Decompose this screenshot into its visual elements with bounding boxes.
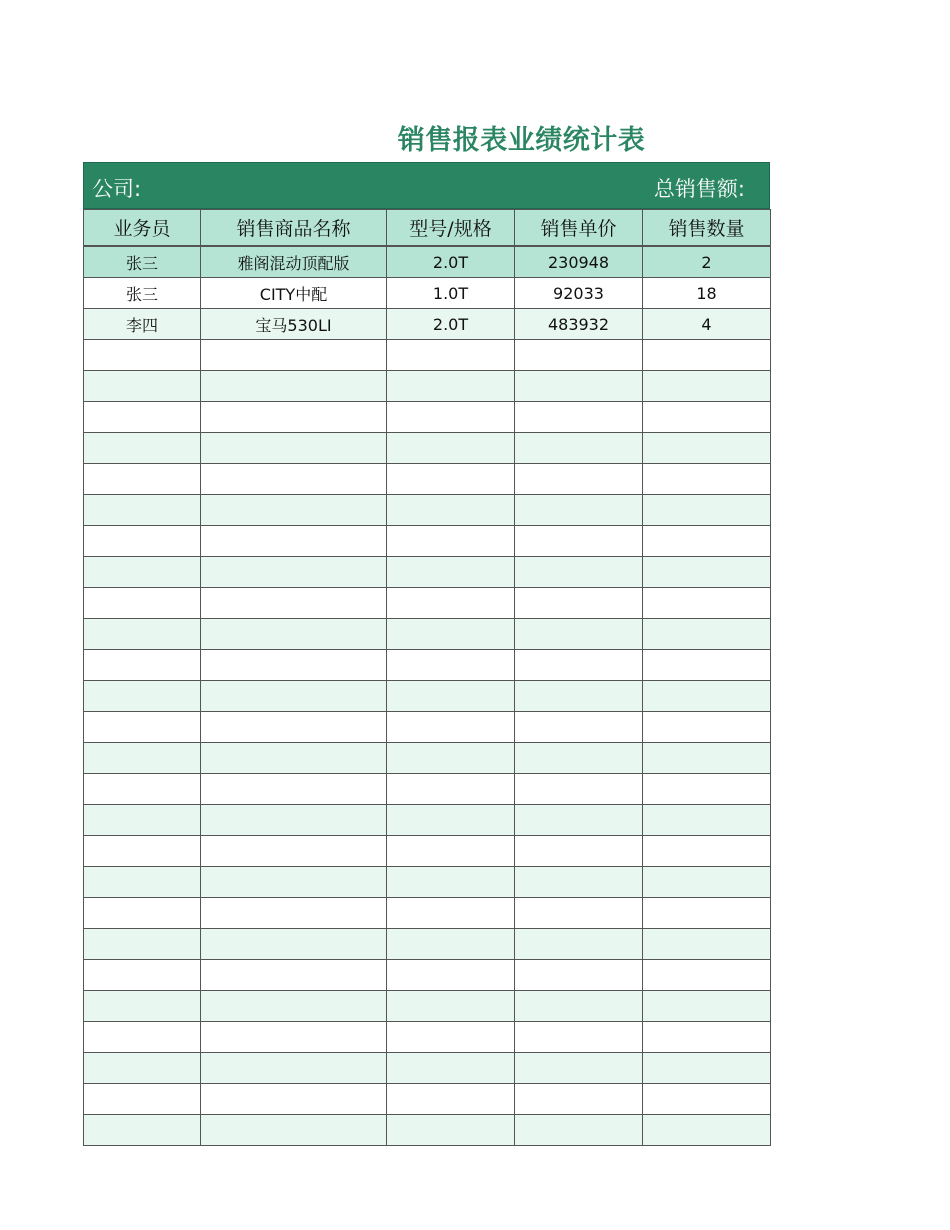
model-spec-cell[interactable] <box>387 588 515 619</box>
unit-price-cell[interactable] <box>515 712 643 743</box>
table-row <box>84 867 771 898</box>
table-row <box>84 712 771 743</box>
model-spec-cell[interactable]: 2.0T <box>387 309 515 340</box>
salesperson-cell[interactable]: 张三 <box>84 278 201 309</box>
salesperson-cell[interactable] <box>84 743 201 774</box>
quantity-cell[interactable] <box>643 464 771 495</box>
salesperson-cell[interactable] <box>84 774 201 805</box>
table-row <box>84 526 771 557</box>
quantity-cell[interactable] <box>643 991 771 1022</box>
table-row <box>84 246 771 278</box>
unit-price-cell[interactable] <box>515 898 643 929</box>
quantity-cell[interactable] <box>643 805 771 836</box>
quantity-cell[interactable] <box>643 433 771 464</box>
salesperson-cell[interactable] <box>84 681 201 712</box>
unit-price-cell[interactable]: 92033 <box>515 278 643 309</box>
table-row <box>84 495 771 526</box>
product-name-cell[interactable] <box>201 774 387 805</box>
table-row <box>84 278 771 309</box>
column-header-model-spec: 型号/规格 <box>387 210 515 247</box>
table-row <box>84 991 771 1022</box>
table-row <box>84 681 771 712</box>
table-row <box>84 743 771 774</box>
product-name-cell[interactable] <box>201 836 387 867</box>
product-name-cell[interactable] <box>201 1115 387 1146</box>
salesperson-cell[interactable] <box>84 1084 201 1115</box>
quantity-cell[interactable]: 18 <box>643 278 771 309</box>
table-body <box>84 246 771 1146</box>
quantity-cell[interactable] <box>643 1084 771 1115</box>
model-spec-cell[interactable] <box>387 1115 515 1146</box>
quantity-cell[interactable] <box>643 1115 771 1146</box>
unit-price-cell[interactable] <box>515 619 643 650</box>
salesperson-cell[interactable] <box>84 340 201 371</box>
product-name-cell[interactable] <box>201 650 387 681</box>
column-header-salesperson: 业务员 <box>84 210 201 247</box>
product-name-cell[interactable] <box>201 371 387 402</box>
salesperson-cell[interactable] <box>84 402 201 433</box>
table-row <box>84 960 771 991</box>
model-spec-cell[interactable] <box>387 371 515 402</box>
table-row <box>84 805 771 836</box>
quantity-cell[interactable] <box>643 960 771 991</box>
model-spec-cell[interactable] <box>387 619 515 650</box>
column-header-product-name: 销售商品名称 <box>201 210 387 247</box>
model-spec-cell[interactable] <box>387 836 515 867</box>
unit-price-cell[interactable] <box>515 588 643 619</box>
table-row <box>84 650 771 681</box>
unit-price-cell[interactable] <box>515 1084 643 1115</box>
unit-price-cell[interactable] <box>515 1115 643 1146</box>
product-name-cell[interactable] <box>201 712 387 743</box>
model-spec-cell[interactable] <box>387 898 515 929</box>
model-spec-cell[interactable] <box>387 464 515 495</box>
info-bar <box>83 162 770 209</box>
unit-price-cell[interactable] <box>515 433 643 464</box>
table-row <box>84 309 771 340</box>
product-name-cell[interactable] <box>201 402 387 433</box>
product-name-cell[interactable] <box>201 526 387 557</box>
unit-price-cell[interactable] <box>515 495 643 526</box>
model-spec-cell[interactable] <box>387 557 515 588</box>
model-spec-cell[interactable] <box>387 402 515 433</box>
unit-price-cell[interactable] <box>515 650 643 681</box>
unit-price-cell[interactable] <box>515 991 643 1022</box>
quantity-cell[interactable] <box>643 371 771 402</box>
table-row <box>84 898 771 929</box>
product-name-cell[interactable]: CITY中配 <box>201 278 387 309</box>
product-name-cell[interactable] <box>201 991 387 1022</box>
product-name-cell[interactable] <box>201 681 387 712</box>
salesperson-cell[interactable] <box>84 836 201 867</box>
salesperson-cell[interactable] <box>84 1022 201 1053</box>
company-label: 公司: <box>92 177 142 201</box>
model-spec-cell[interactable]: 1.0T <box>387 278 515 309</box>
quantity-cell[interactable] <box>643 898 771 929</box>
unit-price-cell[interactable] <box>515 867 643 898</box>
product-name-cell[interactable] <box>201 557 387 588</box>
model-spec-cell[interactable] <box>387 650 515 681</box>
salesperson-cell[interactable]: 张三 <box>84 246 201 278</box>
model-spec-cell[interactable] <box>387 960 515 991</box>
model-spec-cell[interactable] <box>387 991 515 1022</box>
product-name-cell[interactable] <box>201 495 387 526</box>
salesperson-cell[interactable] <box>84 960 201 991</box>
table-row <box>84 402 771 433</box>
unit-price-cell[interactable] <box>515 371 643 402</box>
table-row <box>84 929 771 960</box>
product-name-cell[interactable]: 雅阁混动顶配版 <box>201 246 387 278</box>
table-row <box>84 836 771 867</box>
sales-sheet <box>83 162 770 1146</box>
quantity-cell[interactable] <box>643 1053 771 1084</box>
table-row <box>84 619 771 650</box>
quantity-cell[interactable] <box>643 743 771 774</box>
quantity-cell[interactable] <box>643 712 771 743</box>
product-name-cell[interactable] <box>201 805 387 836</box>
product-name-cell[interactable] <box>201 743 387 774</box>
quantity-cell[interactable] <box>643 774 771 805</box>
column-header-unit-price: 销售单价 <box>515 210 643 247</box>
unit-price-cell[interactable] <box>515 960 643 991</box>
product-name-cell[interactable] <box>201 867 387 898</box>
table-row <box>84 557 771 588</box>
salesperson-cell[interactable] <box>84 867 201 898</box>
unit-price-cell[interactable] <box>515 681 643 712</box>
model-spec-cell[interactable] <box>387 867 515 898</box>
unit-price-cell[interactable] <box>515 557 643 588</box>
salesperson-cell[interactable] <box>84 526 201 557</box>
table-row <box>84 340 771 371</box>
unit-price-cell[interactable] <box>515 526 643 557</box>
salesperson-cell[interactable] <box>84 650 201 681</box>
salesperson-cell[interactable] <box>84 588 201 619</box>
unit-price-cell[interactable] <box>515 402 643 433</box>
table-row <box>84 1084 771 1115</box>
model-spec-cell[interactable] <box>387 1084 515 1115</box>
salesperson-cell[interactable] <box>84 898 201 929</box>
table-row <box>84 464 771 495</box>
salesperson-cell[interactable] <box>84 1115 201 1146</box>
header-row <box>84 210 771 247</box>
quantity-cell[interactable] <box>643 557 771 588</box>
quantity-cell[interactable] <box>643 650 771 681</box>
unit-price-cell[interactable] <box>515 464 643 495</box>
salesperson-cell[interactable] <box>84 433 201 464</box>
unit-price-cell[interactable]: 483932 <box>515 309 643 340</box>
unit-price-cell[interactable] <box>515 1022 643 1053</box>
sales-table <box>83 209 771 1146</box>
quantity-cell[interactable] <box>643 495 771 526</box>
model-spec-cell[interactable] <box>387 929 515 960</box>
salesperson-cell[interactable] <box>84 929 201 960</box>
product-name-cell[interactable] <box>201 1053 387 1084</box>
quantity-cell[interactable]: 2 <box>643 246 771 278</box>
quantity-cell[interactable] <box>643 681 771 712</box>
unit-price-cell[interactable] <box>515 805 643 836</box>
quantity-cell[interactable] <box>643 867 771 898</box>
unit-price-cell[interactable] <box>515 340 643 371</box>
product-name-cell[interactable] <box>201 929 387 960</box>
model-spec-cell[interactable] <box>387 526 515 557</box>
quantity-cell[interactable] <box>643 619 771 650</box>
salesperson-cell[interactable] <box>84 557 201 588</box>
product-name-cell[interactable] <box>201 960 387 991</box>
model-spec-cell[interactable] <box>387 774 515 805</box>
model-spec-cell[interactable] <box>387 1053 515 1084</box>
quantity-cell[interactable]: 4 <box>643 309 771 340</box>
table-row <box>84 371 771 402</box>
product-name-cell[interactable] <box>201 619 387 650</box>
model-spec-cell[interactable] <box>387 495 515 526</box>
unit-price-cell[interactable]: 230948 <box>515 246 643 278</box>
table-row <box>84 588 771 619</box>
column-header-quantity: 销售数量 <box>643 210 771 247</box>
model-spec-cell[interactable] <box>387 805 515 836</box>
product-name-cell[interactable] <box>201 340 387 371</box>
product-name-cell[interactable] <box>201 433 387 464</box>
product-name-cell[interactable] <box>201 1084 387 1115</box>
product-name-cell[interactable] <box>201 898 387 929</box>
quantity-cell[interactable] <box>643 1022 771 1053</box>
report-title: 销售报表业绩统计表 <box>397 125 646 156</box>
product-name-cell[interactable] <box>201 464 387 495</box>
quantity-cell[interactable] <box>643 526 771 557</box>
product-name-cell[interactable] <box>201 588 387 619</box>
table-row <box>84 1053 771 1084</box>
salesperson-cell[interactable] <box>84 495 201 526</box>
salesperson-cell[interactable] <box>84 1053 201 1084</box>
model-spec-cell[interactable] <box>387 743 515 774</box>
model-spec-cell[interactable] <box>387 712 515 743</box>
salesperson-cell[interactable] <box>84 991 201 1022</box>
salesperson-cell[interactable] <box>84 371 201 402</box>
product-name-cell[interactable]: 宝马530LI <box>201 309 387 340</box>
table-row <box>84 774 771 805</box>
unit-price-cell[interactable] <box>515 774 643 805</box>
unit-price-cell[interactable] <box>515 1053 643 1084</box>
salesperson-cell[interactable]: 李四 <box>84 309 201 340</box>
total-sales-label: 总销售额: <box>653 177 745 201</box>
salesperson-cell[interactable] <box>84 619 201 650</box>
table-row <box>84 433 771 464</box>
table-row <box>84 1022 771 1053</box>
model-spec-cell[interactable] <box>387 340 515 371</box>
quantity-cell[interactable] <box>643 929 771 960</box>
salesperson-cell[interactable] <box>84 805 201 836</box>
product-name-cell[interactable] <box>201 1022 387 1053</box>
quantity-cell[interactable] <box>643 588 771 619</box>
model-spec-cell[interactable] <box>387 433 515 464</box>
salesperson-cell[interactable] <box>84 464 201 495</box>
table-row <box>84 1115 771 1146</box>
model-spec-cell[interactable] <box>387 1022 515 1053</box>
quantity-cell[interactable] <box>643 836 771 867</box>
model-spec-cell[interactable]: 2.0T <box>387 246 515 278</box>
unit-price-cell[interactable] <box>515 743 643 774</box>
quantity-cell[interactable] <box>643 340 771 371</box>
model-spec-cell[interactable] <box>387 681 515 712</box>
salesperson-cell[interactable] <box>84 712 201 743</box>
unit-price-cell[interactable] <box>515 836 643 867</box>
quantity-cell[interactable] <box>643 402 771 433</box>
unit-price-cell[interactable] <box>515 929 643 960</box>
